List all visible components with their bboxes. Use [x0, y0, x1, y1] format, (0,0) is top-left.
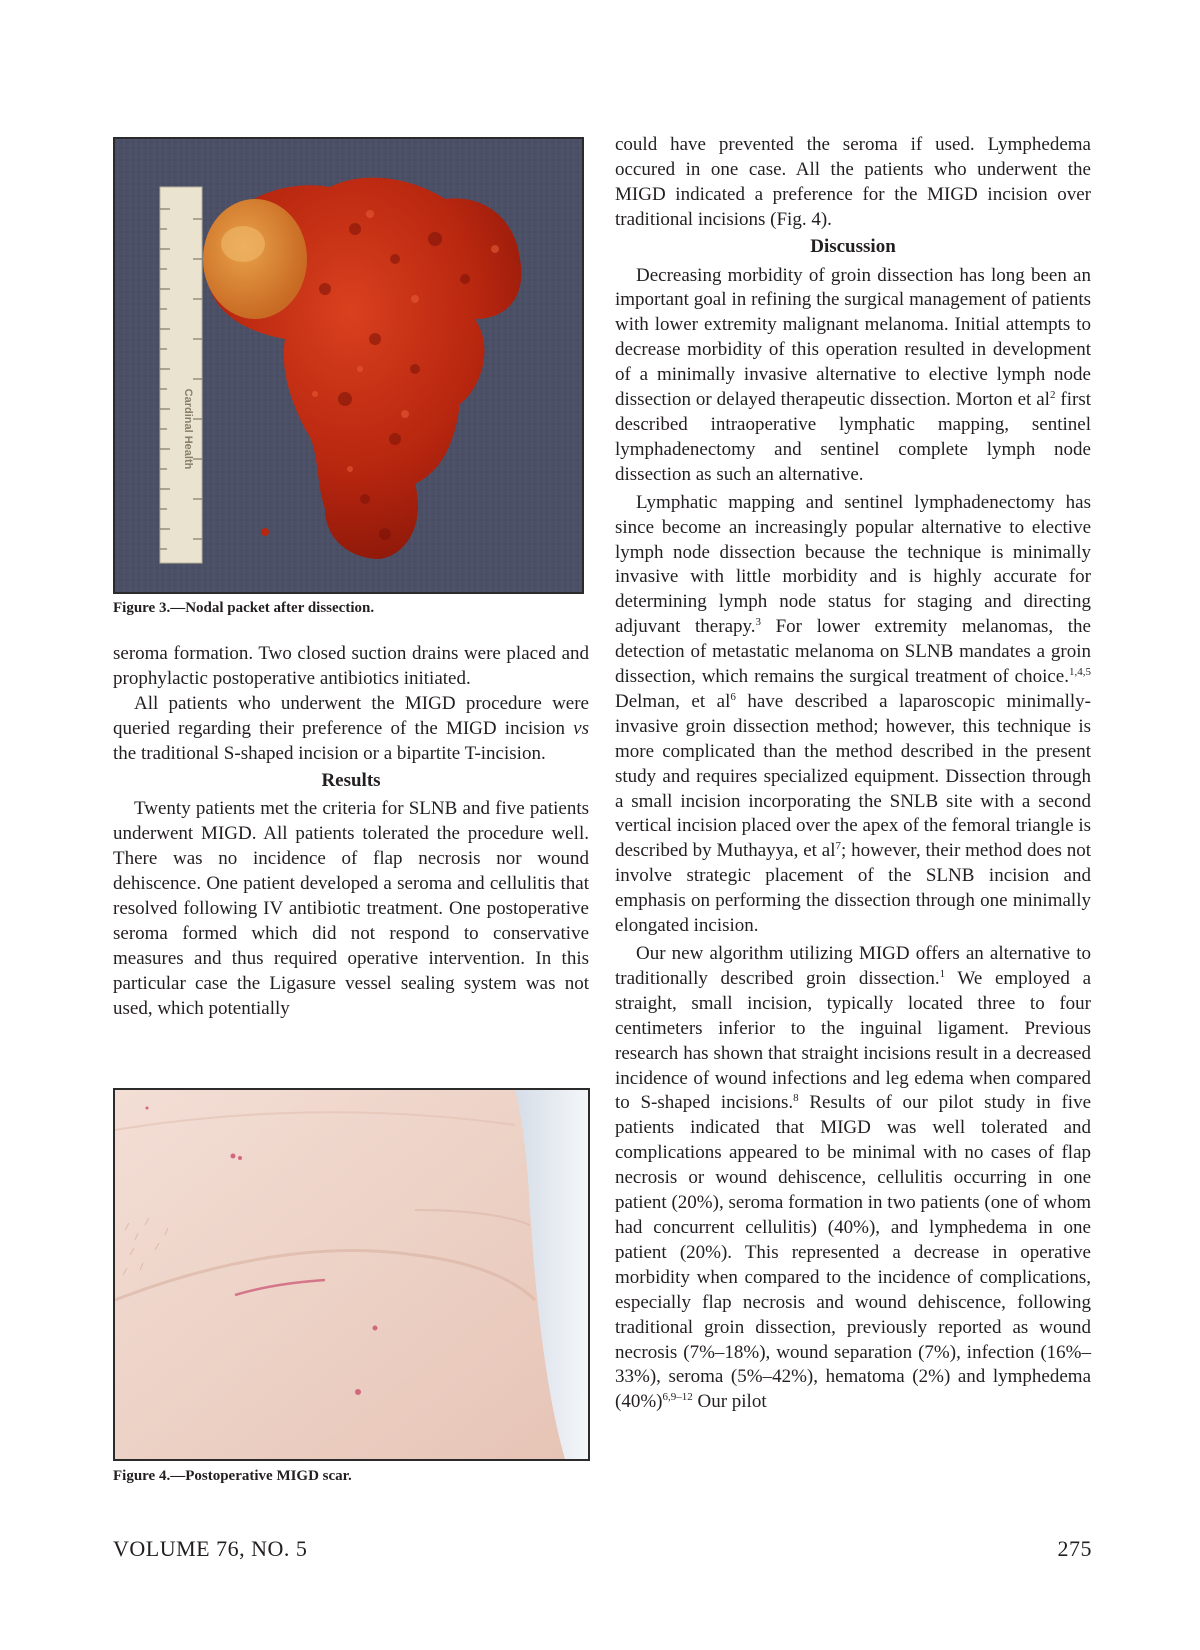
citation-superscript: 8 [793, 1092, 799, 1105]
journal-volume: VOLUME 76, NO. 5 [113, 1536, 308, 1561]
text-run: Delman, et al [615, 690, 731, 712]
citation-superscript: 6 [730, 690, 736, 703]
citation-superscript: 6,9–12 [662, 1391, 693, 1404]
left-column [113, 642, 589, 1022]
discussion-heading: Discussion [810, 235, 896, 257]
paragraph [615, 942, 1091, 1415]
nodal-packet-image [115, 139, 582, 592]
paragraph: could have prevented the seroma if used. Lymphedema occured in one case. All the patients who underwent the MIGD indicated a preference for the MIGD incision over traditional incisions (Fig. 4). [615, 134, 1091, 230]
postoperative-scar-image [115, 1090, 588, 1459]
text-run: Results of our pilot study in five patients indicated that MIGD was well tolerated and complications appeared to be minimal with no cases of flap necrosis or wound dehiscence, cellulitis occurring in one patient (20%), seroma formation in two patients (one of whom had concurrent cellulitis) (40%), and lymphedema in one patient (20%). This represented a decrease in operative morbidity when compared to the incidence of complications, especially flap necrosis and wound dehiscence, following traditional groin dissection, previously reported as wound necrosis (7%–18%), wound separation (7%), infection (16%–33%), seroma (5%–42%), hematoma (2%) and lymphedema (40%) [615, 1092, 1091, 1413]
paragraph: Twenty patients met the criteria for SLNB and five patients underwent MIGD. All patients tolerated the procedure well. There was no incidence of flap necrosis nor wound dehiscence. One patient developed a seroma and cellulitis that resolved following IV antibiotic treatment. One postoperative seroma formed which did not respond to conservative measures and thus required operative intervention. In this particular case the Ligasure vessel sealing system was not used, which potentially [113, 798, 589, 1019]
figure-3-caption: Figure 3.—Nodal packet after dissection. [113, 600, 375, 616]
text-run: Our pilot [692, 1391, 767, 1413]
figure-4-photo [113, 1088, 590, 1461]
paragraph [615, 264, 1091, 488]
text-run: first described intraoperative lymphatic mapping, sentinel lymphadenectomy and sentinel complete lymph node dissection as such an alternative. [615, 389, 1091, 485]
text-run: have described a laparoscopic minimally-invasive groin dissection method; however, this technique is more complicated than the method described in the present study and requires specialized equipment. Dissection through a small incision incorporating the SNLB site with a second vertical incision placed over the apex of the femoral triangle is described by Muthayya, et al [615, 690, 1091, 862]
citation-superscript: 3 [755, 616, 762, 629]
text-run: All patients who underwent the MIGD procedure were queried regarding their preference of the MIGD incision [113, 692, 589, 739]
ruler [160, 187, 202, 563]
figure-3-photo [113, 137, 584, 594]
italic-text: vs [573, 717, 589, 739]
citation-superscript: 1,4,5 [1069, 666, 1091, 679]
text-run: ; however, their method does not involve strategic placement of the SLNB incision and emphasis on performing the dissection through one minimally elongated incision. [615, 840, 1091, 937]
page-number: 275 [1057, 1536, 1092, 1561]
figure-4-caption: Figure 4.—Postoperative MIGD scar. [113, 1468, 352, 1484]
text-run: For lower extremity melanomas, the detection of metastatic melanoma on SLNB mandates a groin dissection, which remains the surgical treatment of choice. [615, 616, 1091, 688]
citation-superscript: 7 [835, 840, 842, 853]
right-column [615, 133, 1091, 1415]
citation-superscript: 2 [1049, 389, 1056, 402]
results-heading: Results [321, 769, 381, 791]
text-run: Our new algorithm utilizing MIGD offers an alternative to traditionally described groin dissection. [615, 943, 1091, 989]
text-run: Lymphatic mapping and sentinel lymphadenectomy has since become an increasingly popular alternative to elective lymph node dissection because the technique is minimally invasive with little morbidity and is highly accurate for determining lymph node status for staging and directing adjuvant therapy. [615, 491, 1091, 638]
paragraph [615, 491, 1091, 939]
text-run: the traditional S-shaped incision or a bipartite T-incision. [113, 742, 546, 764]
paragraph: seroma formation. Two closed suction drains were placed and prophylactic postoperative antibiotics initiated. [113, 643, 589, 689]
text-run: We employed a straight, small incision, typically located three to four centimeters inferior to the inguinal ligament. Previous research has shown that straight incisions result in a decreased incidence of wound infections and leg edema when compared to S-shaped incisions. [615, 967, 1091, 1114]
text-run: Decreasing morbidity of groin dissection has long been an important goal in refining the surgical management of patients with lower extremity malignant melanoma. Initial attempts to decrease morbidity of this operation resulted in development of a minimally invasive alternative to elective lymph node dissection or delayed therapeutic dissection. Morton et al [615, 264, 1091, 411]
paragraph [113, 692, 589, 767]
ruler-label: Cardinal Health [182, 388, 194, 470]
citation-superscript: 1 [939, 967, 946, 980]
